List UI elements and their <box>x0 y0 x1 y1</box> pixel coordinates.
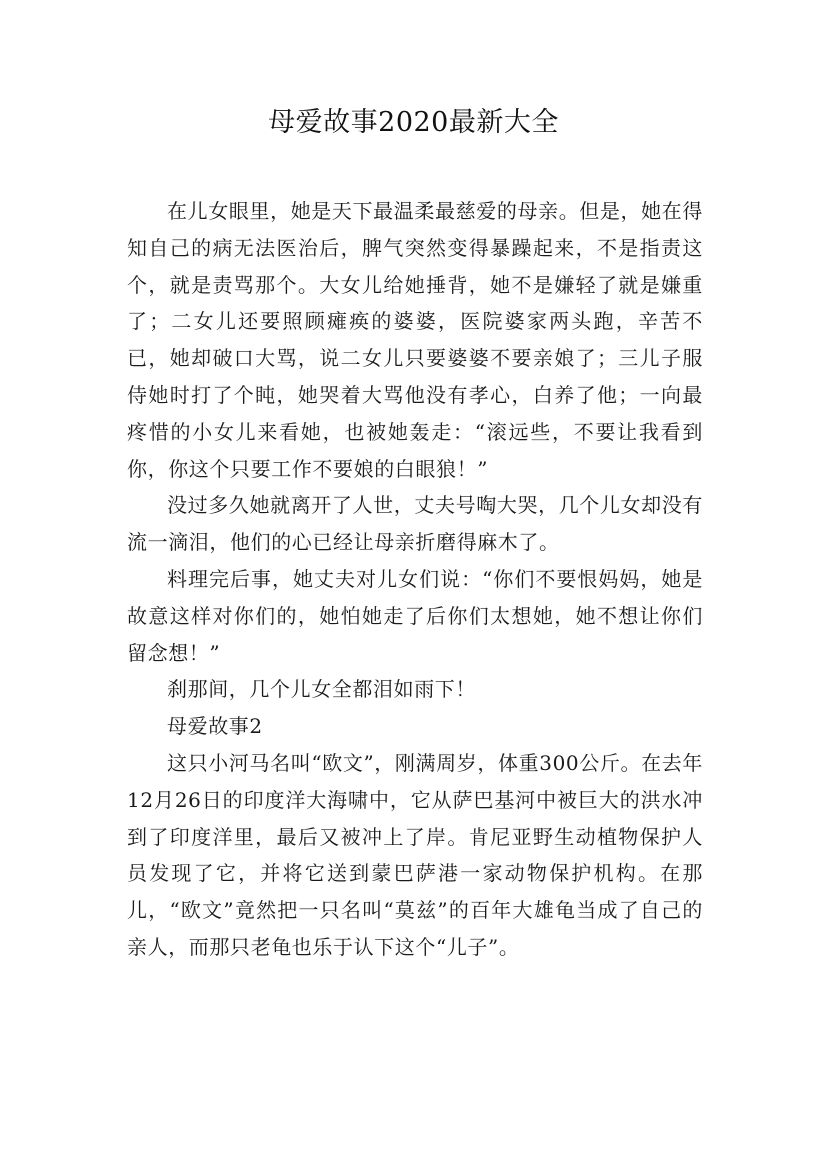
paragraph-1: 在儿女眼里，她是天下最温柔最慈爱的母亲。但是，她在得知自己的病无法医治后，脾气突然变得暴躁起来，不是指责这个，就是责骂那个。大女儿给她捶背，她不是嫌轻了就是嫌重了；二女儿还要照顾瘫痪的婆婆，医院婆家两头跑，辛苦不已，她却破口大骂，说二女儿只要婆婆不要亲娘了；三儿子服侍她时打了个盹，她哭着大骂他没有孝心，白养了他；一向最疼惜的小女儿来看她，也被她轰走：“滚远些，不要让我看到你，你这个只要工作不要娘的白眼狼！” <box>127 199 703 481</box>
paragraph-3: 料理完后事，她丈夫对儿女们说：“你们不要恨妈妈，她是故意这样对你们的，她怕她走了后你们太想她，她不想让你们留念想！” <box>127 566 703 665</box>
paragraph-2: 没过多久她就离开了人世，丈夫号啕大哭，几个儿女却没有流一滴泪，他们的心已经让母亲折磨得麻木了。 <box>127 493 703 555</box>
paragraph-4: 刹那间，几个儿女全都泪如雨下！ <box>167 677 476 702</box>
paragraph-5: 这只小河马名叫“欧文”，刚满周岁，体重300公斤。在去年12月26日的印度洋大海啸中，它从萨巴基河中被巨大的洪水冲到了印度洋里，最后又被冲上了岸。肯尼亚野生动植物保护人员发现了它，并将它送到蒙巴萨港一家动物保护机构。在那儿，“欧文”竟然把一只名叫“莫兹”的百年大雄龟当成了自己的亲人，而那只老龟也乐于认下这个“儿子”。 <box>127 750 703 959</box>
document-title: 母爱故事2020最新大全 <box>268 107 559 138</box>
document-body <box>127 193 703 966</box>
section-heading-story-2: 母爱故事2 <box>167 714 263 739</box>
